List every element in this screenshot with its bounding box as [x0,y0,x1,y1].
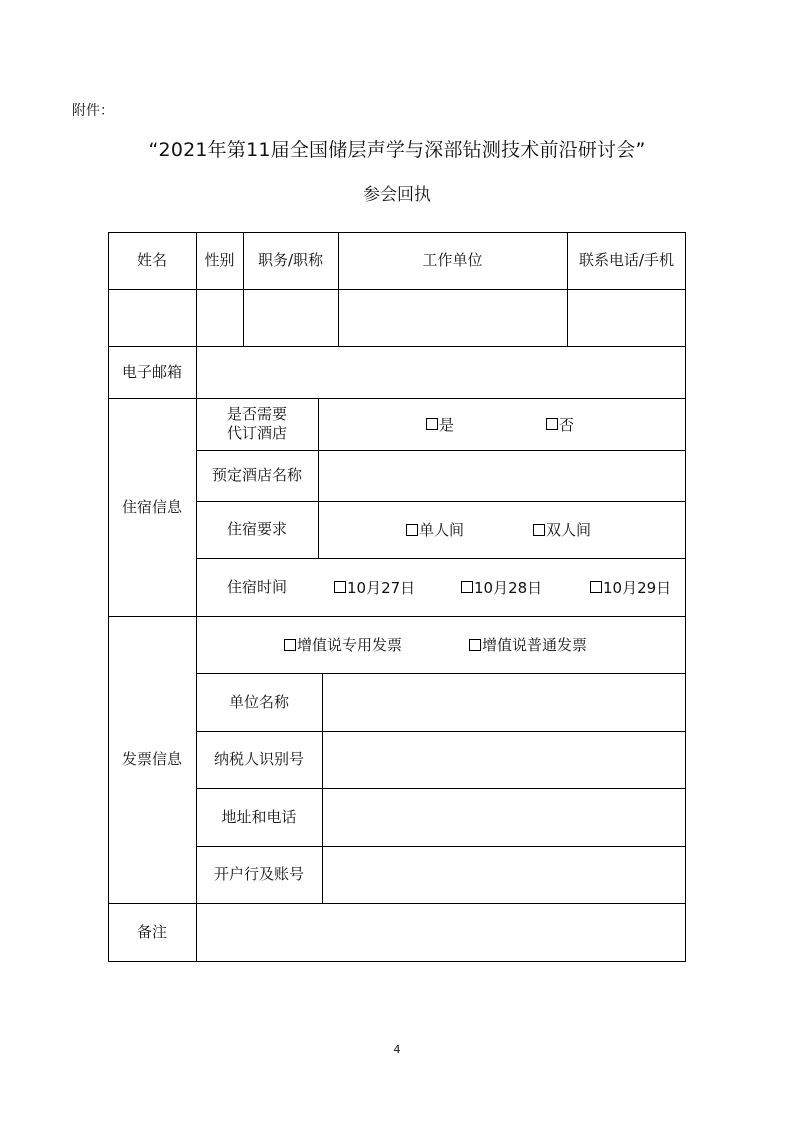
gender-field[interactable] [196,289,243,346]
work-unit-field[interactable] [338,289,567,346]
date-label-2: 10月28日 [474,578,543,597]
checkbox-icon[interactable] [426,418,438,430]
address-phone-field[interactable] [322,788,686,846]
single-room-option[interactable] [406,501,464,558]
hotel-name-field[interactable] [318,450,686,501]
checkbox-icon[interactable] [461,581,473,593]
normal-invoice-option[interactable] [469,616,587,673]
header-position: 职务/职称 [257,251,324,269]
invoice-section-label: 发票信息 [121,750,182,768]
double-room-option[interactable] [533,501,591,558]
attachment-label: 附件： [72,103,114,119]
checkbox-icon[interactable] [284,639,296,651]
hotel-name-label: 预定酒店名称 [211,466,302,484]
need-booking-line2: 代订酒店 [226,424,287,442]
table-line [108,961,686,962]
booking-yes-option[interactable] [426,398,454,450]
need-booking-line1: 是否需要 [226,405,287,423]
header-phone: 联系电话/手机 [578,251,675,269]
special-invoice-option[interactable] [284,616,402,673]
checkbox-icon[interactable] [406,524,418,536]
page-number: 4 [393,1043,401,1056]
tax-id-field[interactable] [322,731,686,788]
address-phone-label: 地址和电话 [221,807,297,826]
date-label-3: 10月29日 [603,578,672,597]
booking-yes-label: 是 [439,415,455,434]
date-option-3[interactable] [590,558,671,616]
normal-invoice-label: 增值说普通发票 [482,636,588,654]
checkbox-icon[interactable] [469,639,481,651]
position-field[interactable] [243,289,338,346]
header-name: 姓名 [136,251,167,269]
booking-no-label: 否 [559,415,575,434]
checkbox-icon[interactable] [533,524,545,536]
document-title: “2021年第11届全国储层声学与深部钻测技术前沿研讨会” [148,139,646,161]
double-room-label: 双人间 [546,521,592,539]
email-field[interactable] [196,346,686,398]
unit-name-field[interactable] [322,673,686,731]
bank-account-label: 开户行及账号 [213,865,304,883]
document-subtitle: 参会回执 [363,185,431,205]
stay-time-label: 住宿时间 [226,577,287,596]
remarks-label: 备注 [136,922,167,941]
email-label: 电子邮箱 [121,362,182,381]
special-invoice-label: 增值说专用发票 [297,636,403,654]
need-booking-label [196,398,318,450]
phone-field[interactable] [567,289,686,346]
bank-account-field[interactable] [322,846,686,903]
tax-id-label: 纳税人识别号 [213,750,304,768]
checkbox-icon[interactable] [590,581,602,593]
checkbox-icon[interactable] [546,418,558,430]
name-field[interactable] [108,289,196,346]
remarks-field[interactable] [196,903,686,961]
date-option-1[interactable] [334,558,415,616]
registration-form-table [108,232,686,962]
date-label-1: 10月27日 [347,578,416,597]
header-gender: 性别 [204,251,235,269]
booking-no-option[interactable] [546,398,574,450]
room-requirement-label: 住宿要求 [226,520,287,538]
single-room-label: 单人间 [419,521,465,539]
date-option-2[interactable] [461,558,542,616]
unit-name-label: 单位名称 [228,692,289,711]
lodging-section-label: 住宿信息 [121,497,182,516]
header-work-unit: 工作单位 [422,251,483,269]
checkbox-icon[interactable] [334,581,346,593]
